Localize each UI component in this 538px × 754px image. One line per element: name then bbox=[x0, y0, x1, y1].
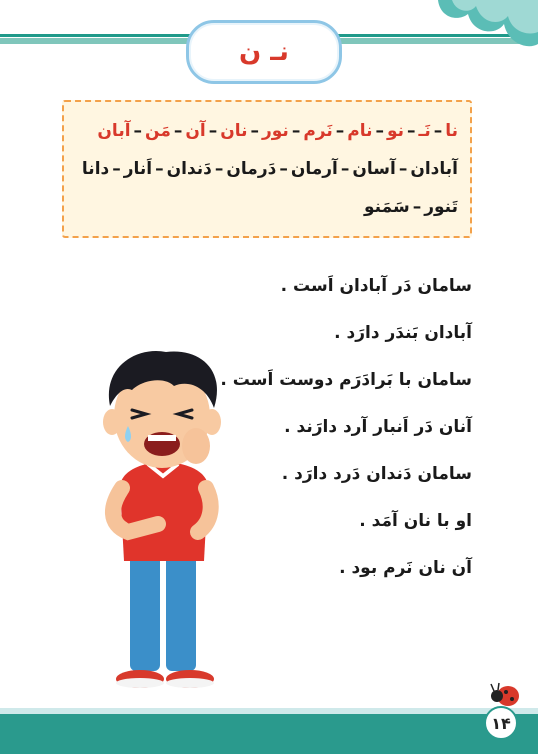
separator-dash: – bbox=[155, 159, 164, 179]
syllable-word: سَمَنو bbox=[364, 197, 410, 217]
syllable-word: دَرمان bbox=[226, 159, 277, 179]
syllable-word: آرمان bbox=[290, 159, 338, 179]
separator-dash: – bbox=[340, 159, 350, 179]
corner-cloud-decoration bbox=[418, 0, 538, 100]
bottom-band bbox=[0, 708, 538, 754]
lesson-title: نـ ن bbox=[186, 20, 342, 84]
syllable-word: آسان bbox=[352, 159, 396, 179]
page-number: ۱۴ bbox=[484, 706, 518, 740]
syllable-word: نو bbox=[386, 121, 405, 141]
sentence: سامان دَندان دَرد دارَد . bbox=[281, 464, 472, 484]
syllable-word: نَرم bbox=[303, 121, 333, 141]
syllable-word: نام bbox=[347, 121, 373, 141]
separator-dash: – bbox=[279, 159, 288, 179]
sentence: سامان با بَرادَرَم دوست اَست . bbox=[220, 370, 472, 390]
sentence: او با نان آمَد . bbox=[359, 511, 472, 531]
syllable-word: مَن bbox=[145, 121, 171, 141]
boy-toothache-illustration bbox=[88, 346, 238, 696]
sentence: آنان دَر اَنبار آرد دارَند . bbox=[284, 417, 472, 437]
syllable-word: نور bbox=[261, 121, 289, 141]
separator-dash: – bbox=[412, 197, 422, 217]
separator-dash: – bbox=[335, 121, 345, 141]
separator-dash: – bbox=[291, 121, 301, 141]
syllable-line bbox=[76, 112, 458, 150]
separator-dash: – bbox=[112, 159, 121, 179]
reading-sentences bbox=[222, 272, 472, 601]
separator-dash: – bbox=[407, 121, 416, 141]
separator-dash: – bbox=[208, 121, 218, 141]
syllable-line bbox=[76, 150, 458, 188]
separator-dash: – bbox=[133, 121, 143, 141]
separator-dash: – bbox=[250, 121, 259, 141]
syllable-line bbox=[76, 188, 458, 226]
sentence: آن نان نَرم بود . bbox=[339, 558, 472, 578]
syllable-word: نَـ bbox=[418, 121, 431, 141]
separator-dash: – bbox=[398, 159, 408, 179]
separator-dash: – bbox=[433, 121, 443, 141]
syllable-word: دانا bbox=[81, 159, 110, 179]
syllable-word: اَنار bbox=[123, 159, 153, 179]
ladybug-icon bbox=[488, 680, 520, 708]
syllable-word: نا bbox=[445, 121, 458, 141]
sentence: آبادان بَندَر دارَد . bbox=[334, 323, 472, 343]
syllable-word: آبادان bbox=[410, 159, 458, 179]
syllable-word: تَنور bbox=[424, 197, 458, 217]
syllable-word: دَندان bbox=[166, 159, 212, 179]
separator-dash: – bbox=[173, 121, 183, 141]
syllable-word: آن bbox=[185, 121, 206, 141]
separator-dash: – bbox=[214, 159, 224, 179]
separator-dash: – bbox=[375, 121, 384, 141]
sentence: سامان دَر آبادان اَست . bbox=[280, 276, 472, 296]
syllable-word: آبان bbox=[97, 121, 131, 141]
syllable-word-box bbox=[62, 100, 472, 238]
syllable-word: نان bbox=[220, 121, 248, 141]
